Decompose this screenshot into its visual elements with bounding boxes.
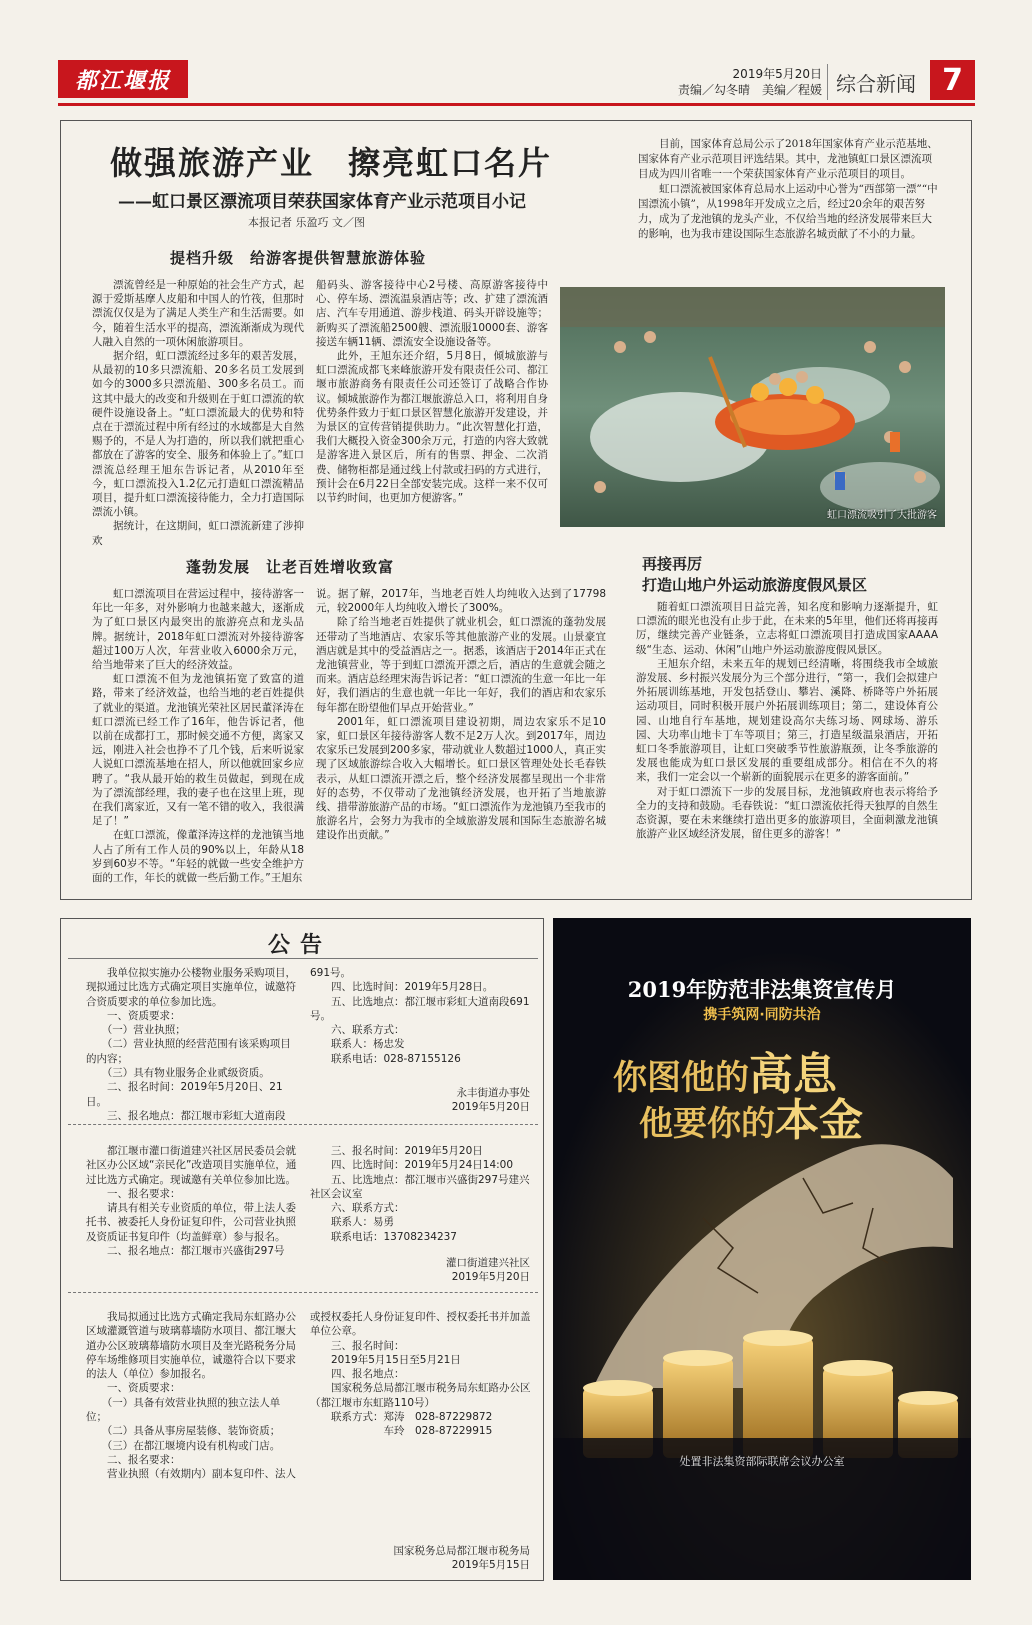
notice-line: 二、报名地点：都江堰市兴盛街297号 (86, 1245, 285, 1258)
notice-line: 二、报名时间：2019年5月20日、21日。 (86, 1081, 283, 1108)
paragraph: 虹口漂流不但为龙池镇拓宽了致富的道路，带来了经济效益，也给当地的老百姓提供了就业的渠道。龙池镇光荣社区居民董泽涛在虹口漂流已经工作了16年，他告诉记者，他以前在成都打工，那时候交通不方便，离家又远，刚进入社会也挣不了几个钱，后来听说家人说虹口漂流基地在招人，所以他就回家乡应聘了。“我从最开始的救生员做起，到现在成为了漂流部经理，我的妻子也在这里上班，现在我们离家近，又有一笔不错的收入，我很满足了！” (92, 673, 304, 828)
paragraph: 2001年，虹口漂流项目建设初期，周边农家乐不足10家，虹口景区年接待游客人数不足2万人次。到2017年，周边农家乐已发展到200多家，带动就业人数超过1000人，真正实现了区域旅游综合收入大幅增长。虹口景区管理处处长毛春铁表示，从虹口漂流开漂之后，整个经济发展都呈现出一个非常好的态势，不仅带动了龙池镇经济发展，也开拓了当地旅游线、措带游旅游产品的市场。“虹口漂流作为龙池镇乃至我市的旅游名片，会努力为我市的全域旅游发展和国际生态旅游名城建设作出贡献。” (316, 715, 606, 842)
ad-sponsor: 处置非法集资部际联席会议办公室 (679, 1455, 845, 1468)
notice-line: （一）营业执照； (86, 1024, 186, 1037)
notice-line: 联系人：杨忠发 (310, 1038, 405, 1051)
notice-3-signature (310, 1544, 530, 1573)
photo-caption: 虹口漂流吸引了大批游客 (827, 510, 937, 521)
notice-line: 四、报名地点： (310, 1368, 405, 1381)
section-heading-2: 蓬勃发展 让老百姓增收致富 (186, 558, 395, 576)
notice-line: 五、比选地点：都江堰市彩虹大道南段691号。 (310, 995, 530, 1022)
ad-warning-line-2 (639, 1084, 863, 1148)
section-heading-1: 提档升级 给游客提供智慧旅游体验 (170, 249, 427, 267)
notice-3-date: 2019年5月15日 (451, 1559, 530, 1572)
notice-2-right (310, 1144, 535, 1254)
notice-line: 我局拟通过比选方式确定我局东虹路办公区域灌溉管道与玻璃幕墙防水项目、都江堰大道办公区玻璃幕墙防水项目及奎光路税务分局停车场维修项目实施单位，诚邀符合以下要求的法人（单位）参加报名。 (86, 1311, 296, 1381)
paragraph: 此外，王旭东还介绍，5月8日，倾城旅游与虹口漂流成都飞来峰旅游开发有限责任公司、都江堰市旅游商务有限责任公司还签订了战略合作协议。倾城旅游作为都江堰旅游总入口，将利用自身优势条件致力于虹口景区智慧化旅游开发建设，并为景区的宣传营销提供助力。“此次智慧化打造，我们大概投入资金300余万元，打造的内容大致就是游客进入景区后，所有的售票、押金、二次消费、储物柜都是通过线上付款或扫码的方式进行，预计会在6月22日全部安装完成。这样一来不仅可以节约时间，也更加方便游客。” (316, 350, 548, 505)
notice-line: 联系电话：028-87155126 (310, 1052, 461, 1065)
notice-line: （二）营业执照的经营范围有该采购项目的内容； (86, 1038, 291, 1065)
paragraph: 说。据了解，2017年，当地老百姓人均纯收入达到了17798元，较2000年人均纯收入增长了300%。 (316, 588, 606, 615)
issue-info (640, 66, 822, 98)
notice-title: 公告 (268, 932, 333, 958)
notice-line: 三、报名地点：都江堰市彩虹大道南段 (86, 1109, 286, 1122)
sec2-column-2 (316, 587, 606, 889)
article-byline: 本报记者 乐盈巧 文／图 (248, 216, 365, 229)
notice-line: 一、报名要求： (86, 1187, 181, 1200)
notice-line: 请具有相关专业资质的单位，带上法人委托书、被委托人身份证复印件，公司营业执照及资质证书复印件（均盖鲜章）参与报名。 (86, 1202, 296, 1243)
notice-2-issuer: 灌口街道建兴社区 (446, 1257, 530, 1269)
issue-date: 2019年5月20日 (732, 67, 822, 81)
notice-2-left (86, 1144, 298, 1284)
notice-line: 都江堰市灌口街道建兴社区居民委员会就社区办公区域“亲民化”改造项目实施单位，通过比选方式确定。现诚邀有关单位参加比选。 (86, 1145, 297, 1186)
notice-line: 三、报名时间：2019年5月20日 (310, 1145, 483, 1157)
notice-separator (68, 1124, 538, 1125)
ad-warning-text: 你图他的 (613, 1058, 749, 1098)
paragraph: 船码头、游客接待中心2号楼、高原游客接待中心、停车场、漂流温泉酒店等；改、扩建了漂流酒店、汽车专用通道、游步栈道、码头开辟设施等；新购买了漂流船2500艘、漂流服10000套、游客接送车辆11辆、漂流安全设施设备等。 (316, 279, 548, 348)
section-heading-3b: 打造山地户外运动旅游度假风景区 (642, 576, 868, 594)
paragraph: 据介绍，虹口漂流经过多年的艰苦发展，从最初的10多只漂流船、20多名员工发展到如今的3000多只漂流船、300多名员工。而这其中最大的改变和升级则在于虹口漂流的软硬件设施设备上。“虹口漂流最大的优势和特点在于漂流过程中所有经过的水域都是大自然赐予的，不是人为打造的，所以我们就把重心都放在了游客的安全、服务和体验上了。”虹口漂流总经理王旭东告诉记者，从2010年至今，虹口漂流投入1.2亿元打造虹口漂流精品项目，提升虹口漂流接待能力，全力打造国际漂流小镇。 (92, 350, 304, 519)
notice-1-date: 2019年5月20日 (451, 1101, 530, 1114)
article-intro (638, 137, 938, 277)
notice-2-date: 2019年5月20日 (451, 1271, 530, 1284)
notice-line: 六、联系方式： (310, 1024, 405, 1037)
notice-3-right (310, 1310, 535, 1462)
article-subtitle: ——虹口景区漂流项目荣获国家体育产业示范项目小记 (118, 192, 526, 212)
sec1-column-1 (92, 278, 304, 547)
notice-line: 联系电话：13708234237 (310, 1230, 457, 1243)
intro-paragraph: 虹口漂流被国家体育总局水上运动中心誉为“西部第一漂”“中国漂流小镇”，从1998年开发成立之后，经过20余年的艰苦努力，成为了龙池镇的龙头产业，不仅给当地的经济发展带来巨大的影响，也为我市建设国际生态旅游名城贡献了不小的力量。 (638, 183, 938, 240)
notice-line: 联系人：易勇 (310, 1216, 394, 1229)
article-title: 做强旅游产业 擦亮虹口名片 (110, 144, 553, 182)
notice-line: 二、报名要求： (86, 1453, 181, 1466)
notice-line: 六、联系方式： (310, 1202, 405, 1215)
ad-slogan: 携手筑网·同防共治 (703, 1007, 821, 1023)
notice-line: （三）在都江堰境内设有机构或门店。 (86, 1439, 281, 1452)
ad-warning-text: 他要你的 (639, 1104, 775, 1144)
sec1-column-2 (316, 278, 548, 540)
sec3-column (636, 600, 938, 890)
notice-line: 车玲 028-87229915 (310, 1425, 493, 1438)
notice-1-left (86, 966, 298, 1122)
notice-line: 营业执照（有效期内）副本复印件、法人 (86, 1468, 296, 1481)
paragraph: 除了给当地老百姓提供了就业机会，虹口漂流的蓬勃发展还带动了当地酒店、农家乐等其他旅游产业的发展。山景豪宜酒店就是其中的受益酒店之一。据悉，该酒店于2014年正式在龙池镇营业，等于到虹口漂流开漂之后，酒店的生意就会随之而来。酒店总经理宋海告诉记者：“虹口漂流的生意一年比一年好，我们酒店的生意也就一年比一年好，我们的酒店和农家乐每年都在盼望他们早点开始营业。” (316, 616, 606, 714)
notice-line: （二）具备从事房屋装修、装饰资质； (86, 1425, 281, 1438)
intro-paragraph: 目前，国家体育总局公示了2018年国家体育产业示范基地、国家体育产业示范项目评选结果。其中，龙池镇虹口景区漂流项目成为四川省唯一一个荣获国家体育产业示范项目的项目。 (638, 138, 938, 180)
notice-line: （三）具有物业服务企业贰级资质。 (86, 1067, 270, 1080)
header-divider (827, 64, 828, 100)
notice-line: 我单位拟实施办公楼物业服务采购项目，现拟通过比选方式确定项目实施单位，诚邀符合资质要求的单位参加比选。 (86, 967, 296, 1008)
page-number: 7 (930, 60, 975, 100)
notice-line: 一、资质要求： (86, 1382, 181, 1395)
rafting-photo (560, 287, 945, 527)
notice-line: 四、比选时间：2019年5月24日14:00 (310, 1159, 514, 1172)
notice-line: 五、比选地点：都江堰市兴盛街297号建兴社区会议室 (310, 1173, 530, 1200)
paragraph: 漂流曾经是一种原始的社会生产方式，起源于爱斯基摩人皮船和中国人的竹筏，但那时漂流仅仅是为了满足人类生产和生活需要。如今，随着生活水平的提高，漂流渐渐成为现代人融入自然的一项休闲旅游项目。 (92, 279, 304, 348)
ad-warning-emphasis: 高息 (749, 1049, 837, 1100)
newspaper-logo: 都江堰报 (58, 60, 188, 98)
notice-line: 一、资质要求： (86, 1009, 181, 1022)
notice-separator (68, 1292, 538, 1293)
notice-line: 691号。 (310, 967, 352, 979)
notice-line: 2019年5月15日至5月21日 (310, 1353, 461, 1366)
paragraph: 随着虹口漂流项目日益完善，知名度和影响力逐渐提升，虹口漂流的眼光也没有止步于此，在未来的5年里，他们还将再接再厉，继续完善产业链条，立志将虹口漂流项目打造成国家AAAA级“生态、运动、休闲”山地户外运动旅游度假风景区。 (636, 601, 938, 656)
notice-line: （一）具备有效营业执照的独立法人单位； (86, 1396, 281, 1424)
ad-headline: 2019年防范非法集资宣传月 (627, 977, 897, 1002)
notice-2-signature (330, 1256, 530, 1285)
notice-line: 或授权委托人身份证复印件、授权委托书并加盖单位公章。 (310, 1311, 531, 1338)
anti-illegal-fundraising-ad (553, 918, 971, 1580)
paragraph: 据统计，在这期间，虹口漂流新建了涉抑欢 (92, 520, 304, 547)
notice-1-issuer: 永丰街道办事处 (456, 1087, 530, 1099)
ad-warning-emphasis: 本金 (775, 1095, 863, 1146)
notice-line: 国家税务总局都江堰市税务局东虹路办公区（都江堰市东虹路110号） (310, 1382, 531, 1409)
sec2-column-1 (92, 587, 304, 889)
paragraph: 对于虹口漂流下一步的发展目标，龙池镇政府也表示将给予全力的支持和鼓励。毛春铁说：“虹口漂流依托得天独厚的自然生态资源，要在未来继续打造出更多的旅游项目，全面刺激龙池镇旅游产业区域经济发展，留住更多的游客！” (636, 785, 938, 841)
section-heading-3a: 再接再厉 (642, 555, 703, 573)
notice-line: 联系方式：郑涛 028-87229872 (310, 1411, 493, 1424)
notice-line: 三、报名时间： (310, 1339, 405, 1352)
notice-1-signature (330, 1086, 530, 1115)
paragraph: 虹口漂流项目在营运过程中，接待游客一年比一年多，对外影响力也越来越大，逐渐成为了虹口景区内最突出的旅游亮点和龙头品牌。据统计，2018年虹口漂流对外接待游客超过100万人次，年营业收入6000余万元，给当地带来了巨大的经济效益。 (92, 588, 304, 672)
paragraph: 王旭东介绍，未来五年的规划已经清晰，将围绕我市全域旅游发展、乡村振兴发展分为三个部分进行，“第一，我们会拟建户外拓展训练基地，开发包括登山、攀岩、溪降、桥降等户外拓展运动项目，同时积极开展户外拓展训练项目；第二，建设体育公园、山地自行车基地，规划建设高尔夫练习场、网球场、游乐园、大功率山地卡丁车等项目；第三，打造星级温泉酒店，开拓虹口冬季旅游项目，让虹口突破季节性旅游瓶颈，让冬季旅游的发展也能成为虹口景区发展的重要组成部分。相信在不久的将来，我们一定会以一个崭新的面貌展示在更多的游客面前。” (636, 657, 938, 784)
notice-1-right (310, 966, 535, 1076)
notice-line: 四、比选时间：2019年5月28日。 (310, 981, 494, 994)
notice-title-rule (68, 958, 538, 959)
rafting-photo-image (560, 287, 945, 527)
editor-credits: 责编／勾冬晴 美编／程媛 (677, 83, 822, 97)
header-rule (58, 103, 975, 106)
notice-3-issuer: 国家税务总局都江堰市税务局 (393, 1545, 530, 1557)
section-name: 综合新闻 (836, 72, 916, 96)
paragraph: 在虹口漂流，像董泽涛这样的龙池镇当地人占了所有工作人员的90%以上，年龄从18岁到60岁不等。“年轻的就做一些安全维护方面的工作，年长的就做一些后勤工作。”王旭东 (92, 829, 304, 885)
notice-3-left (86, 1310, 298, 1574)
